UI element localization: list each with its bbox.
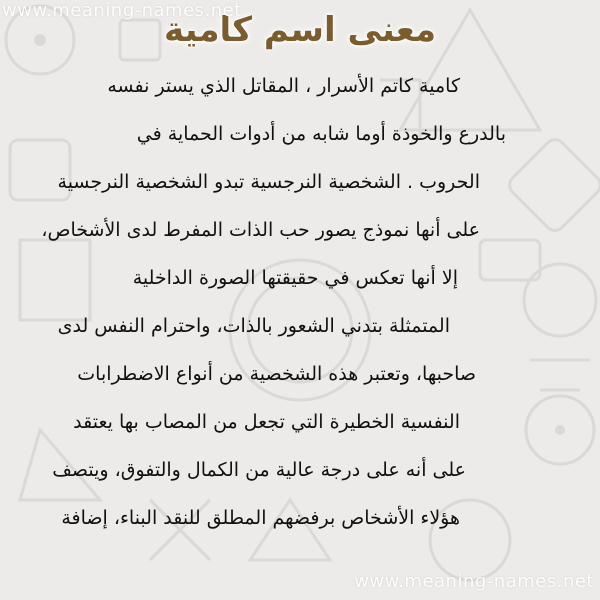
body-line: كامية كاتم الأسرار ، المقاتل الذي يستر نفسه bbox=[107, 75, 460, 97]
body-line: صاحبها، وتعتبر هذه الشخصية من أنواع الاضطرابات bbox=[77, 363, 476, 385]
body-line: هؤلاء الأشخاص برفضهم المطلق للنقد البناء، إضافة bbox=[61, 507, 460, 529]
body-line: على أنه على درجة عالية من الكمال والتفوق، ويتصف bbox=[52, 459, 466, 481]
watermark-bottom: www.meaning-names.net bbox=[354, 571, 594, 592]
body-line: المتمثلة بتدني الشعور بالذات، واحترام النفس لدى bbox=[57, 315, 450, 337]
body-line: بالدرع والخوذة أوما شابه من أدوات الحماية في bbox=[136, 123, 506, 145]
body-line: إلا أنها تعكس في حقيقتها الصورة الداخلية bbox=[132, 267, 458, 289]
body-line: على أنها نموذج يصور حب الذات المفرط لدى الأشخاص، bbox=[41, 219, 480, 241]
page-title: معنى اسم كامية bbox=[163, 10, 437, 50]
watermark-top: www.meaning-names.net bbox=[2, 0, 242, 21]
body-line: الحروب . الشخصية النرجسية تبدو الشخصية النرجسية bbox=[57, 171, 480, 193]
body-line: النفسية الخطيرة التي تجعل من المصاب بها يعتقد bbox=[73, 411, 460, 433]
